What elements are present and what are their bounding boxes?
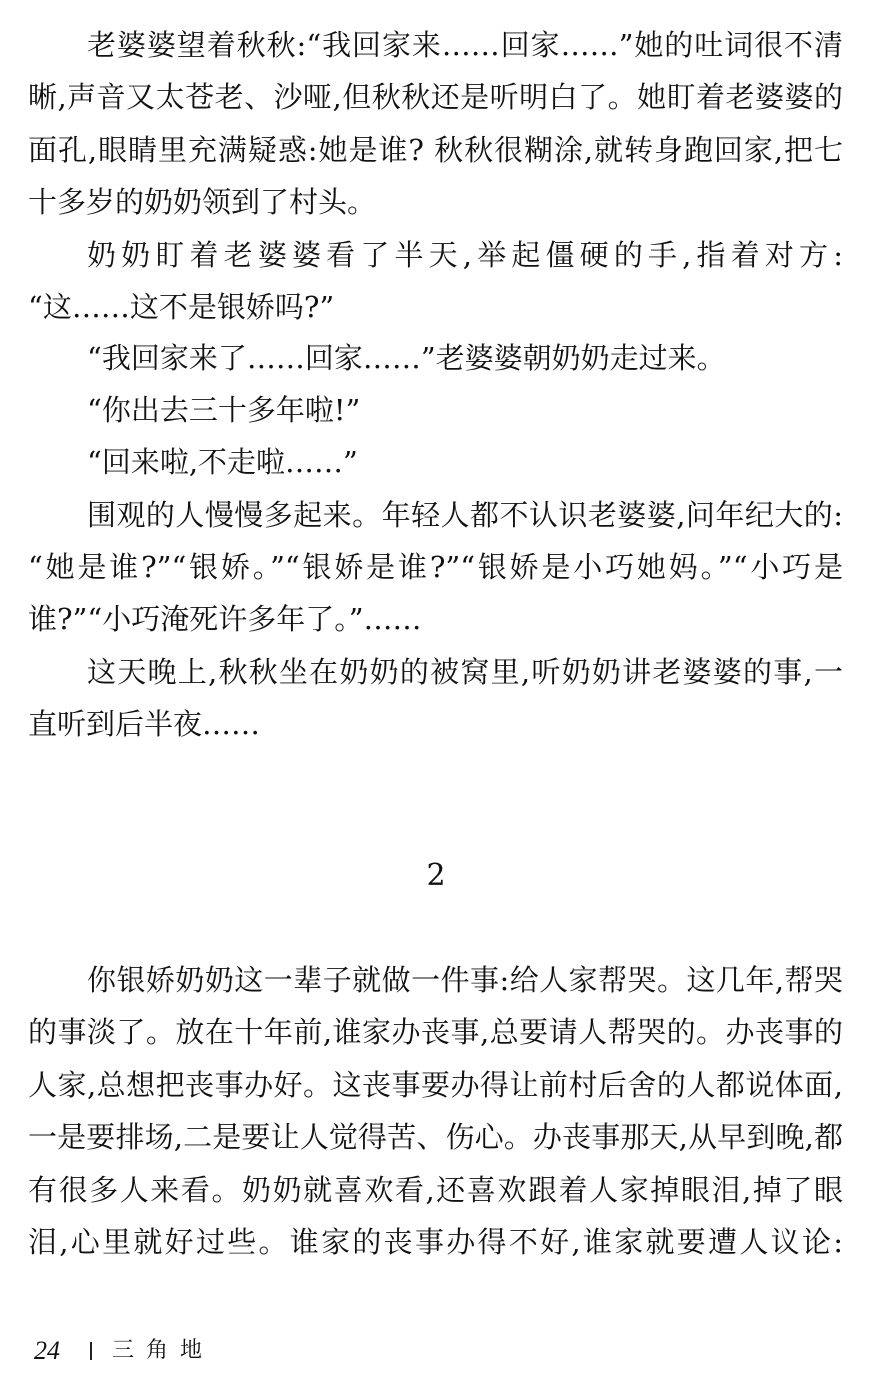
text-line: 有很多人来看。奶奶就喜欢看,还喜欢跟着人家掉眼泪,掉了眼 bbox=[28, 1173, 843, 1207]
text-line: 泪,心里就好过些。谁家的丧事办得不好,谁家就要遭人议论: bbox=[28, 1225, 843, 1259]
book-title: 三角地 bbox=[112, 1338, 215, 1363]
text-line: “她是谁?”“银娇。”“银娇是谁?”“银娇是小巧她妈。”“小巧是 bbox=[28, 550, 843, 584]
text-line: “这……这不是银娇吗?” bbox=[28, 290, 335, 324]
section-heading: 2 bbox=[426, 858, 446, 893]
page-footer bbox=[34, 1334, 214, 1368]
text-line: 一是要排场,二是要让人觉得苦、伤心。办丧事那天,从早到晚,都 bbox=[28, 1120, 843, 1154]
text-line: 这天晚上,秋秋坐在奶奶的被窝里,听奶奶讲老婆婆的事,一 bbox=[87, 655, 843, 689]
text-line: 人家,总想把丧事办好。这丧事要办得让前村后舍的人都说体面, bbox=[28, 1068, 843, 1102]
footer-divider bbox=[90, 1342, 92, 1360]
text-line: 直听到后半夜…… bbox=[28, 707, 261, 741]
text-line: 围观的人慢慢多起来。年轻人都不认识老婆婆,问年纪大的: bbox=[87, 498, 843, 532]
text-line: 十多岁的奶奶领到了村头。 bbox=[28, 185, 377, 219]
page-number: 24 bbox=[34, 1336, 60, 1365]
text-line: 你银娇奶奶这一辈子就做一件事:给人家帮哭。这几年,帮哭 bbox=[87, 963, 843, 997]
text-line: “回来啦,不走啦……” bbox=[87, 445, 358, 479]
text-line: 晰,声音又太苍老、沙哑,但秋秋还是听明白了。她盯着老婆婆的 bbox=[28, 80, 843, 114]
text-line: “你出去三十多年啦!” bbox=[87, 393, 361, 427]
text-line: 的事淡了。放在十年前,谁家办丧事,总要请人帮哭的。办丧事的 bbox=[28, 1015, 843, 1049]
text-line: 奶奶盯着老婆婆看了半天,举起僵硬的手,指着对方: bbox=[87, 238, 843, 272]
text-line: “我回家来了……回家……”老婆婆朝奶奶走过来。 bbox=[87, 341, 726, 375]
text-line: 谁?”“小巧淹死许多年了。”…… bbox=[28, 602, 422, 636]
text-line: 面孔,眼睛里充满疑惑:她是谁? 秋秋很糊涂,就转身跑回家,把七 bbox=[28, 133, 843, 167]
text-line: 老婆婆望着秋秋:“我回家来……回家……”她的吐词很不清 bbox=[87, 28, 843, 62]
